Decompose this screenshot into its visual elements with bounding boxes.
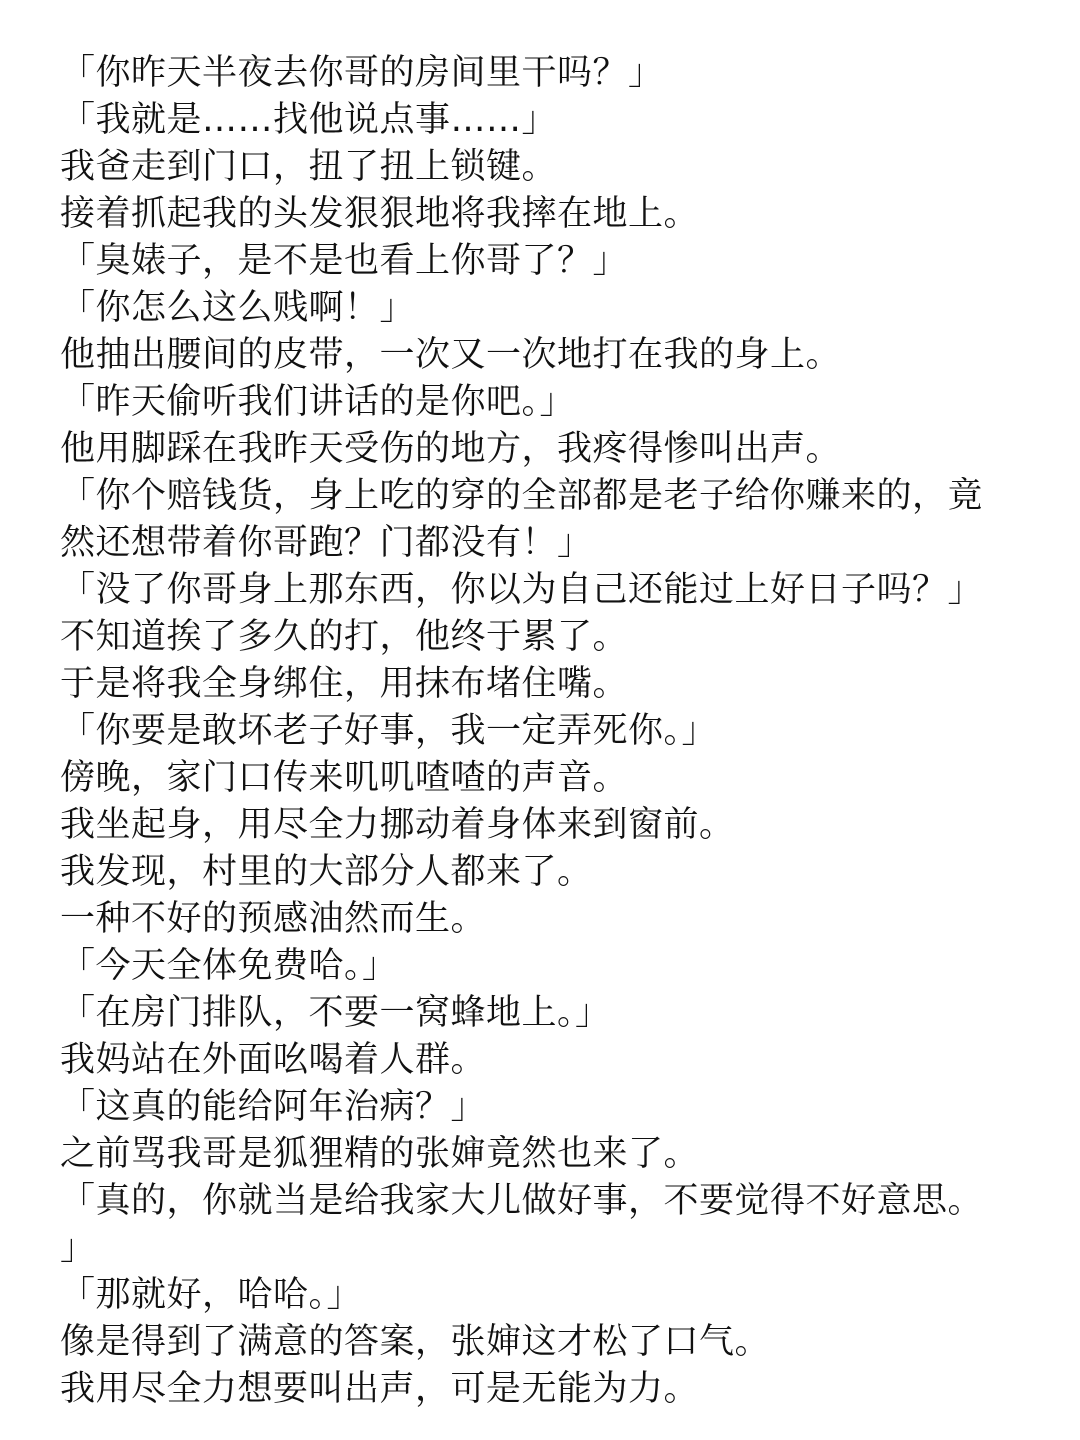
text-line: 「这真的能给阿年治病？」: [60, 1087, 487, 1127]
text-line: 傍晚，家门口传来叽叽喳喳的声音。: [60, 758, 629, 798]
text-line: 一种不好的预感油然而生。: [60, 899, 487, 939]
text-line: 「那就好，哈哈。」: [60, 1275, 363, 1315]
text-line: 我爸走到门口，扭了扭上锁键。: [60, 147, 558, 187]
story-text: [60, 50, 1040, 1413]
text-line: 「你要是敢坏老子好事，我一定弄死你。」: [60, 711, 718, 751]
text-line: 「在房门排队，不要一窝蜂地上。」: [60, 993, 611, 1033]
text-line: 不知道挨了多久的打，他终于累了。: [60, 617, 629, 657]
text-line: 「你个赔钱货，身上吃的穿的全部都是老子给你赚来的，竟: [60, 476, 984, 516]
text-line: 接着抓起我的头发狠狠地将我摔在地上。: [60, 194, 700, 234]
text-line: 「没了你哥身上那东西，你以为自己还能过上好日子吗？」: [60, 570, 984, 610]
text-line: 我妈站在外面吆喝着人群。: [60, 1040, 487, 1080]
text-line: 「臭婊子，是不是也看上你哥了？」: [60, 241, 629, 281]
text-line: 像是得到了满意的答案，张婶这才松了口气。: [60, 1322, 771, 1362]
text-line: 「昨天偷听我们讲话的是你吧。」: [60, 382, 576, 422]
text-line: 「今天全体免费哈。」: [60, 946, 398, 986]
text-line: 我用尽全力想要叫出声，可是无能为力。: [60, 1369, 700, 1409]
text-line: 于是将我全身绑住，用抹布堵住嘴。: [60, 664, 629, 704]
text-line: 然还想带着你哥跑？门都没有！」: [60, 523, 593, 563]
text-line: 「我就是……找他说点事……」: [60, 100, 558, 140]
text-line: 我坐起身，用尽全力挪动着身体来到窗前。: [60, 805, 735, 845]
text-line: 「你昨天半夜去你哥的房间里干吗？」: [60, 53, 664, 93]
text-line: 我发现，村里的大部分人都来了。: [60, 852, 593, 892]
text-line: 之前骂我哥是狐狸精的张婶竟然也来了。: [60, 1134, 700, 1174]
text-line: 」: [60, 1228, 96, 1268]
text-line: 「真的，你就当是给我家大儿做好事，不要觉得不好意思。: [60, 1181, 984, 1221]
text-line: 「你怎么这么贱啊！」: [60, 288, 416, 328]
text-line: 他抽出腰间的皮带，一次又一次地打在我的身上。: [60, 335, 842, 375]
text-line: 他用脚踩在我昨天受伤的地方，我疼得惨叫出声。: [60, 429, 842, 469]
